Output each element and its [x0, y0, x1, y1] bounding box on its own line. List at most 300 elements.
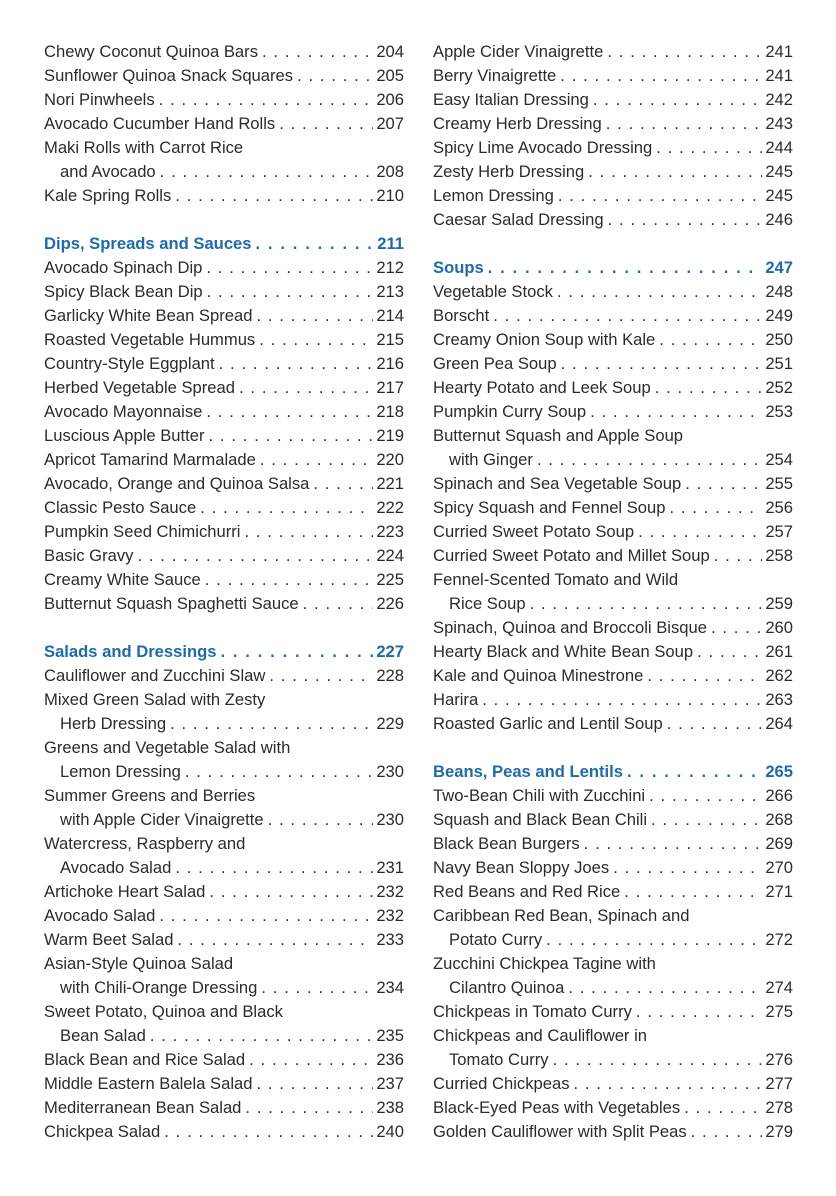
entry-title: Hearty Potato and Leek Soup — [433, 378, 651, 397]
entry-title: Black Bean and Rice Salad — [44, 1050, 246, 1069]
toc-entry[interactable] — [44, 520, 404, 544]
page-number: 253 — [765, 402, 793, 421]
entry-title: Kale and Quinoa Minestrone — [433, 666, 644, 685]
dot-leader — [159, 904, 373, 928]
dot-leader — [588, 160, 762, 184]
toc-entry[interactable] — [433, 352, 793, 376]
toc-entry[interactable] — [433, 280, 793, 304]
entry-title: Basic Gravy — [44, 546, 134, 565]
dot-leader — [249, 1048, 373, 1072]
dot-leader — [313, 472, 373, 496]
entry-title: Spicy Squash and Fennel Soup — [433, 498, 666, 517]
entry-title: Avocado Mayonnaise — [44, 402, 203, 421]
toc-entry[interactable] — [44, 400, 404, 424]
page-number: 227 — [376, 642, 404, 661]
page-number: 257 — [765, 522, 793, 541]
page-number: 217 — [376, 378, 404, 397]
dot-leader — [607, 40, 762, 64]
page-number: 218 — [376, 402, 404, 421]
toc-entry-line1[interactable] — [44, 832, 404, 856]
toc-entry[interactable] — [44, 664, 404, 688]
dot-leader — [159, 88, 374, 112]
toc-entry[interactable] — [433, 376, 793, 400]
entry-title: Creamy Onion Soup with Kale — [433, 330, 656, 349]
entry-title: Black Bean Burgers — [433, 834, 580, 853]
page-number: 258 — [765, 546, 793, 565]
dot-leader — [260, 448, 373, 472]
dot-leader — [560, 64, 762, 88]
dot-leader — [656, 136, 762, 160]
toc-entry[interactable] — [44, 928, 404, 952]
entry-title: Butternut Squash and Apple Soup — [433, 426, 684, 445]
page-number: 241 — [765, 66, 793, 85]
dot-leader — [659, 328, 762, 352]
entry-title: Luscious Apple Butter — [44, 426, 205, 445]
toc-entry[interactable] — [44, 424, 404, 448]
dot-leader — [207, 280, 374, 304]
toc-entry[interactable] — [44, 880, 404, 904]
page-number: 248 — [765, 282, 793, 301]
section-gap — [433, 736, 793, 760]
entry-title: Vegetable Stock — [433, 282, 553, 301]
page-number: 223 — [376, 522, 404, 541]
section-title: Beans, Peas and Lentils — [433, 762, 623, 781]
section-title: Salads and Dressings — [44, 642, 217, 661]
dot-leader — [530, 592, 763, 616]
toc-entry[interactable] — [433, 640, 793, 664]
entry-title: Roasted Vegetable Hummus — [44, 330, 256, 349]
page-number: 205 — [376, 66, 404, 85]
entry-title-continued: Herb Dressing — [60, 714, 167, 733]
dot-leader — [219, 352, 374, 376]
page-number: 220 — [376, 450, 404, 469]
toc-entry[interactable] — [44, 64, 404, 88]
toc-entry[interactable] — [433, 1000, 793, 1024]
toc-entry-line2[interactable] — [433, 928, 793, 952]
toc-entry[interactable] — [433, 328, 793, 352]
entry-title-continued: Avocado Salad — [60, 858, 172, 877]
entry-title-continued: Bean Salad — [60, 1026, 146, 1045]
dot-leader — [239, 376, 373, 400]
dot-leader — [613, 856, 762, 880]
toc-entry[interactable] — [433, 880, 793, 904]
toc-entry-line2[interactable] — [44, 976, 404, 1000]
page-number: 229 — [376, 714, 404, 733]
toc-entry-line1[interactable] — [433, 568, 793, 592]
toc-entry-line1[interactable] — [44, 688, 404, 712]
toc-entry[interactable] — [44, 1072, 404, 1096]
dot-leader — [697, 640, 762, 664]
page-number: 275 — [765, 1002, 793, 1021]
dot-leader — [244, 520, 373, 544]
dot-leader — [200, 496, 373, 520]
dot-leader — [175, 856, 373, 880]
entry-title: Summer Greens and Berries — [44, 786, 256, 805]
entry-title: Apple Cider Vinaigrette — [433, 42, 604, 61]
toc-column-right — [433, 40, 793, 1144]
page-number: 264 — [765, 714, 793, 733]
page-number: 222 — [376, 498, 404, 517]
page-number: 241 — [765, 42, 793, 61]
dot-leader — [557, 280, 762, 304]
page-number: 265 — [765, 762, 793, 781]
toc-entry[interactable] — [433, 160, 793, 184]
toc-entry[interactable] — [44, 40, 404, 64]
page-number: 232 — [376, 906, 404, 925]
entry-title: Kale Spring Rolls — [44, 186, 172, 205]
entry-title: Avocado Spinach Dip — [44, 258, 203, 277]
toc-entry[interactable] — [44, 904, 404, 928]
toc-entry[interactable] — [433, 688, 793, 712]
entry-title: Zucchini Chickpea Tagine with — [433, 954, 656, 973]
toc-entry-line1[interactable] — [433, 952, 793, 976]
dot-leader — [256, 304, 373, 328]
page-number: 256 — [765, 498, 793, 517]
entry-title: Red Beans and Red Rice — [433, 882, 621, 901]
toc-entry[interactable] — [44, 496, 404, 520]
entry-title: Easy Italian Dressing — [433, 90, 589, 109]
dot-leader — [561, 352, 763, 376]
entry-title-continued: Potato Curry — [449, 930, 543, 949]
toc-entry[interactable] — [44, 592, 404, 616]
entry-title: Black-Eyed Peas with Vegetables — [433, 1098, 681, 1117]
entry-title: Curried Sweet Potato Soup — [433, 522, 635, 541]
entry-title: Classic Pesto Sauce — [44, 498, 197, 517]
dot-leader — [160, 160, 374, 184]
dot-leader — [488, 256, 763, 280]
toc-entry[interactable] — [433, 1096, 793, 1120]
dot-leader — [684, 1096, 762, 1120]
dot-leader — [150, 1024, 374, 1048]
dot-leader — [691, 1120, 763, 1144]
dot-leader — [209, 424, 374, 448]
dot-leader — [164, 1120, 373, 1144]
toc-entry-line2[interactable] — [44, 1024, 404, 1048]
entry-title: Pumpkin Curry Soup — [433, 402, 587, 421]
page-number: 276 — [765, 1050, 793, 1069]
toc-entry[interactable] — [44, 448, 404, 472]
toc-entry-line1[interactable] — [44, 1000, 404, 1024]
page-number: 207 — [376, 114, 404, 133]
toc-entry-line2[interactable] — [433, 976, 793, 1000]
page-number: 211 — [377, 234, 404, 253]
page-number: 270 — [765, 858, 793, 877]
entry-title: Curried Sweet Potato and Millet Soup — [433, 546, 710, 565]
entry-title-continued: Cilantro Quinoa — [449, 978, 565, 997]
entry-title: Apricot Tamarind Marmalade — [44, 450, 256, 469]
dot-leader — [209, 880, 373, 904]
toc-entry[interactable] — [433, 664, 793, 688]
dot-leader — [627, 760, 762, 784]
dot-leader — [279, 112, 373, 136]
dot-leader — [262, 40, 373, 64]
toc-entry[interactable] — [44, 184, 404, 208]
dot-leader — [685, 472, 762, 496]
entry-title: Greens and Vegetable Salad with — [44, 738, 291, 757]
entry-title: Berry Vinaigrette — [433, 66, 557, 85]
entry-title-continued: and Avocado — [60, 162, 156, 181]
dot-leader — [137, 544, 373, 568]
entry-title: Warm Beet Salad — [44, 930, 174, 949]
page-number: 263 — [765, 690, 793, 709]
toc-entry[interactable] — [433, 784, 793, 808]
dot-leader — [303, 592, 374, 616]
toc-section-heading[interactable] — [433, 760, 793, 784]
page-number: 277 — [765, 1074, 793, 1093]
dot-leader — [185, 760, 373, 784]
page-number: 245 — [765, 162, 793, 181]
toc-entry[interactable] — [433, 400, 793, 424]
entry-title-continued: Rice Soup — [449, 594, 526, 613]
entry-title: Garlicky White Bean Spread — [44, 306, 253, 325]
entry-title: Chickpea Salad — [44, 1122, 161, 1141]
toc-entry[interactable] — [44, 1048, 404, 1072]
page-number: 238 — [376, 1098, 404, 1117]
entry-title: Two-Bean Chili with Zucchini — [433, 786, 646, 805]
entry-title: Lemon Dressing — [433, 186, 554, 205]
dot-leader — [714, 544, 763, 568]
toc-entry[interactable] — [433, 208, 793, 232]
entry-title: Mixed Green Salad with Zesty — [44, 690, 266, 709]
entry-title: Caesar Salad Dressing — [433, 210, 604, 229]
section-gap — [44, 208, 404, 232]
entry-title: Spicy Lime Avocado Dressing — [433, 138, 653, 157]
toc-entry-line1[interactable] — [44, 736, 404, 760]
toc-entry[interactable] — [433, 856, 793, 880]
page-number: 262 — [765, 666, 793, 685]
toc-entry[interactable] — [44, 352, 404, 376]
entry-title-continued: Tomato Curry — [449, 1050, 549, 1069]
dot-leader — [546, 928, 762, 952]
dot-leader — [245, 1096, 373, 1120]
page-number: 232 — [376, 882, 404, 901]
toc-entry[interactable] — [433, 40, 793, 64]
dot-leader — [220, 640, 373, 664]
entry-title: Hearty Black and White Bean Soup — [433, 642, 694, 661]
toc-entry[interactable] — [433, 112, 793, 136]
entry-title: Spinach and Sea Vegetable Soup — [433, 474, 682, 493]
entry-title: Roasted Garlic and Lentil Soup — [433, 714, 663, 733]
toc-entry[interactable] — [433, 1072, 793, 1096]
entry-title: Caribbean Red Bean, Spinach and — [433, 906, 690, 925]
toc-entry[interactable] — [433, 304, 793, 328]
toc-entry[interactable] — [433, 184, 793, 208]
toc-entry[interactable] — [44, 544, 404, 568]
page-number: 266 — [765, 786, 793, 805]
page-number: 249 — [765, 306, 793, 325]
dot-leader — [593, 88, 762, 112]
entry-title: Maki Rolls with Carrot Rice — [44, 138, 244, 157]
page-number: 236 — [376, 1050, 404, 1069]
toc-entry[interactable] — [433, 616, 793, 640]
entry-title: Butternut Squash Spaghetti Sauce — [44, 594, 299, 613]
page-number: 235 — [376, 1026, 404, 1045]
dot-leader — [649, 784, 762, 808]
toc-entry-line1[interactable] — [44, 952, 404, 976]
page-number: 261 — [765, 642, 793, 661]
entry-title: Cauliflower and Zucchini Slaw — [44, 666, 266, 685]
page-number: 206 — [376, 90, 404, 109]
entry-title: Herbed Vegetable Spread — [44, 378, 235, 397]
entry-title: Avocado Cucumber Hand Rolls — [44, 114, 276, 133]
entry-title: Watercress, Raspberry and — [44, 834, 246, 853]
toc-entry-line2[interactable] — [433, 448, 793, 472]
toc-entry[interactable] — [433, 544, 793, 568]
page-number: 272 — [765, 930, 793, 949]
dot-leader — [206, 400, 373, 424]
page-number: 216 — [376, 354, 404, 373]
dot-leader — [553, 1048, 763, 1072]
page-number: 233 — [376, 930, 404, 949]
page-number: 230 — [376, 810, 404, 829]
dot-leader — [558, 184, 762, 208]
page-number: 274 — [765, 978, 793, 997]
page-number: 234 — [376, 978, 404, 997]
page-number: 244 — [765, 138, 793, 157]
toc-entry[interactable] — [433, 64, 793, 88]
toc-entry[interactable] — [44, 328, 404, 352]
dot-leader — [711, 616, 762, 640]
toc-entry[interactable] — [433, 136, 793, 160]
toc-section-heading[interactable] — [44, 640, 404, 664]
entry-title: Spinach, Quinoa and Broccoli Bisque — [433, 618, 707, 637]
page-number: 279 — [765, 1122, 793, 1141]
dot-leader — [177, 928, 373, 952]
entry-title-continued: with Chili-Orange Dressing — [60, 978, 258, 997]
toc-entry[interactable] — [44, 1120, 404, 1144]
entry-title: Chickpeas in Tomato Curry — [433, 1002, 632, 1021]
page-number: 252 — [765, 378, 793, 397]
entry-title: Creamy Herb Dressing — [433, 114, 602, 133]
toc-entry-line1[interactable] — [44, 784, 404, 808]
toc-entry-line1[interactable] — [433, 904, 793, 928]
toc-entry[interactable] — [433, 1120, 793, 1144]
page-number: 260 — [765, 618, 793, 637]
toc-entry-line1[interactable] — [433, 424, 793, 448]
toc-entry-line2[interactable] — [44, 712, 404, 736]
page-number: 245 — [765, 186, 793, 205]
entry-title-continued: with Ginger — [449, 450, 533, 469]
dot-leader — [269, 664, 373, 688]
toc-section-heading[interactable] — [433, 256, 793, 280]
entry-title: Sweet Potato, Quinoa and Black — [44, 1002, 283, 1021]
entry-title: Golden Cauliflower with Split Peas — [433, 1122, 687, 1141]
page-number: 208 — [376, 162, 404, 181]
dot-leader — [568, 976, 762, 1000]
toc-entry[interactable] — [44, 256, 404, 280]
toc-entry[interactable] — [433, 832, 793, 856]
toc-entry[interactable] — [44, 112, 404, 136]
entry-title-continued: with Apple Cider Vinaigrette — [60, 810, 264, 829]
section-title: Soups — [433, 258, 484, 277]
dot-leader — [268, 808, 374, 832]
entry-title: Green Pea Soup — [433, 354, 557, 373]
entry-title: Asian-Style Quinoa Salad — [44, 954, 234, 973]
dot-leader — [205, 568, 374, 592]
toc-entry[interactable] — [433, 520, 793, 544]
page-number: 212 — [376, 258, 404, 277]
page-number: 259 — [765, 594, 793, 613]
dot-leader — [584, 832, 763, 856]
toc-entry[interactable] — [44, 472, 404, 496]
page-number: 215 — [376, 330, 404, 349]
toc-entry-line2[interactable] — [44, 856, 404, 880]
page-number: 224 — [376, 546, 404, 565]
toc-entry[interactable] — [44, 280, 404, 304]
dot-leader — [655, 376, 763, 400]
page-number: 246 — [765, 210, 793, 229]
entry-title: Mediterranean Bean Salad — [44, 1098, 242, 1117]
toc-entry[interactable] — [44, 376, 404, 400]
dot-leader — [651, 808, 762, 832]
toc-section-heading[interactable] — [44, 232, 404, 256]
toc-entry-line2[interactable] — [44, 760, 404, 784]
toc-entry[interactable] — [44, 568, 404, 592]
toc-column-left — [44, 40, 404, 1144]
toc-entry[interactable] — [433, 712, 793, 736]
entry-title: Squash and Black Bean Chili — [433, 810, 648, 829]
toc-entry[interactable] — [44, 304, 404, 328]
entry-title: Sunflower Quinoa Snack Squares — [44, 66, 294, 85]
dot-leader — [636, 1000, 762, 1024]
page-number: 247 — [765, 258, 793, 277]
dot-leader — [261, 976, 373, 1000]
toc-entry[interactable] — [44, 88, 404, 112]
toc-entry[interactable] — [433, 88, 793, 112]
entry-title: Borscht — [433, 306, 490, 325]
section-title: Dips, Spreads and Sauces — [44, 234, 252, 253]
entry-title: Country-Style Eggplant — [44, 354, 215, 373]
dot-leader — [608, 208, 763, 232]
dot-leader — [482, 688, 762, 712]
dot-leader — [574, 1072, 763, 1096]
page-number: 213 — [376, 282, 404, 301]
dot-leader — [606, 112, 763, 136]
page-number: 240 — [376, 1122, 404, 1141]
dot-leader — [175, 184, 373, 208]
toc-entry-line2[interactable] — [44, 808, 404, 832]
page-number: 251 — [765, 354, 793, 373]
toc-entry[interactable] — [433, 472, 793, 496]
toc-entry[interactable] — [433, 808, 793, 832]
toc-entry[interactable] — [433, 496, 793, 520]
dot-leader — [590, 400, 762, 424]
page-number: 226 — [376, 594, 404, 613]
page-number: 250 — [765, 330, 793, 349]
dot-leader — [256, 1072, 373, 1096]
dot-leader — [256, 232, 375, 256]
entry-title: Creamy White Sauce — [44, 570, 201, 589]
toc-entry-line1[interactable] — [433, 1024, 793, 1048]
page-number: 243 — [765, 114, 793, 133]
dot-leader — [206, 256, 373, 280]
page-number: 242 — [765, 90, 793, 109]
toc-entry-line2[interactable] — [433, 1048, 793, 1072]
entry-title: Chickpeas and Cauliflower in — [433, 1026, 647, 1045]
toc-entry-line2[interactable] — [44, 160, 404, 184]
section-gap — [44, 616, 404, 640]
page-number: 255 — [765, 474, 793, 493]
page-number: 254 — [765, 450, 793, 469]
toc-entry-line1[interactable] — [44, 136, 404, 160]
toc-entry[interactable] — [44, 1096, 404, 1120]
page-number: 268 — [765, 810, 793, 829]
entry-title: Fennel-Scented Tomato and Wild — [433, 570, 679, 589]
toc-entry-line2[interactable] — [433, 592, 793, 616]
dot-leader — [669, 496, 762, 520]
entry-title: Zesty Herb Dressing — [433, 162, 585, 181]
page-number: 210 — [376, 186, 404, 205]
